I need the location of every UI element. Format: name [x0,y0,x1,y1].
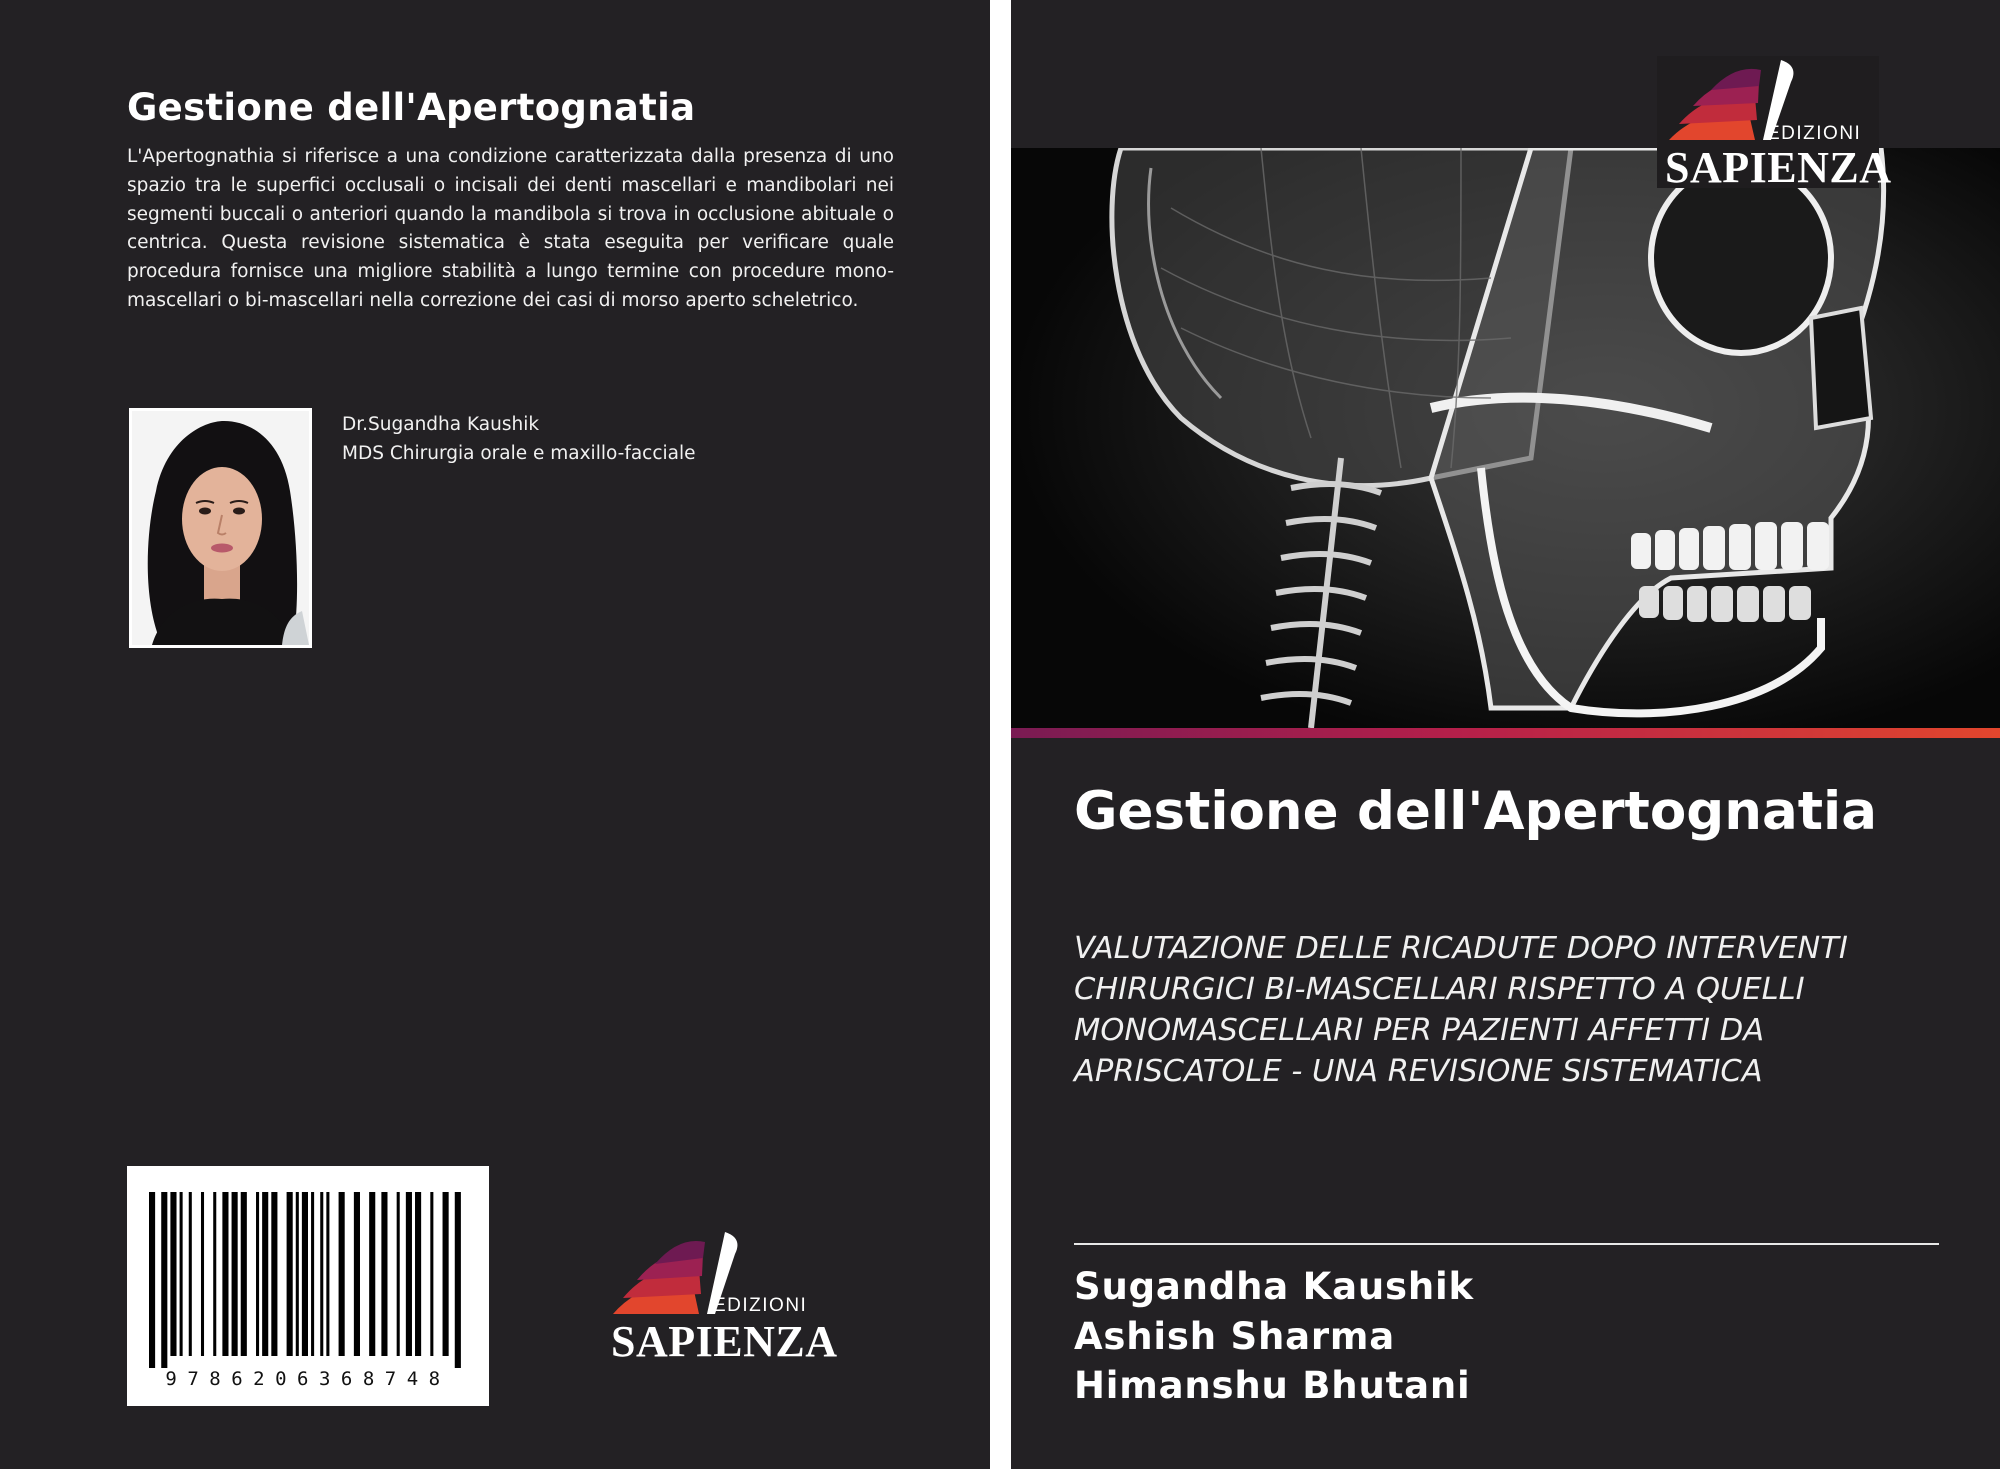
barcode-bar [302,1192,308,1356]
logo-sapienza-text: SAPIENZA [611,1317,838,1366]
barcode-bar [296,1192,299,1356]
barcode-bar [430,1192,433,1356]
barcode-bar [222,1192,228,1356]
barcode-bar [170,1192,176,1356]
barcode-bar [354,1192,360,1356]
barcode-bar [326,1192,329,1356]
barcode-bar [262,1192,268,1356]
front-cover-title: Gestione dell'Apertognatia [1074,781,1877,842]
barcode-bar [381,1192,387,1356]
barcode-bar [271,1192,277,1356]
author-name: Sugandha Kaushik [1074,1265,1474,1308]
barcode-bar [397,1192,400,1356]
barcode-bar [241,1192,247,1356]
author-bio-name: Dr.Sugandha Kaushik [342,414,540,435]
barcode-bar [213,1192,216,1356]
back-cover [0,0,990,1469]
skull-xray-image [1011,148,2000,728]
divider-rule [1074,1243,1939,1245]
author-bio [342,410,696,468]
isbn-barcode [127,1166,489,1406]
barcode-bar [455,1192,461,1368]
barcode-bar [415,1192,421,1356]
barcode-bar [311,1192,314,1356]
author-photo [129,408,312,648]
barcode-bars [149,1192,467,1368]
accent-bar [1011,728,2000,738]
logo-edizioni-text: EDIZIONI [1767,123,1862,144]
barcode-bar [443,1192,449,1356]
front-cover-subtitle: VALUTAZIONE DELLE RICADUTE DOPO INTERVENTI CHIRURGICI BI-MASCELLARI RISPETTO A QUELLI MONOMASCELLARI PER PAZIENTI AFFETTI DA APRISCATOLE - UNA REVISIONE SISTEMATICA [1074,931,1848,1089]
back-cover-blurb: L'Apertognathia si riferisce a una condizione caratterizzata dalla presenza di uno spazio tra le superfici occlusali o incisali dei denti mascellari e mandibolari nei segmenti buccali o anteriori quando la mandibola si trova in occlusione abituale o centrica. Questa revisione sistematica è stata eseguita per verificare quale procedura fornisce una migliore stabilità a lungo termine con procedure mono-mascellari o bi-mascellari nella correzione dei casi di morso aperto scheletrico. [127,146,894,311]
barcode-bar [180,1192,183,1356]
barcode-bar [149,1192,155,1368]
logo-sapienza-text: SAPIENZA [1665,143,1892,192]
barcode-bar [201,1192,204,1356]
logo-edizioni-text: EDIZIONI [713,1295,808,1316]
author-name: Ashish Sharma [1074,1314,1396,1358]
barcode-bar [406,1192,412,1356]
barcode-bar [320,1192,323,1356]
barcode-bar [287,1192,293,1356]
barcode-bar [189,1192,192,1356]
barcode-bar [256,1192,259,1356]
publisher-logo-front [1657,56,1892,192]
author-name: Himanshu Bhutani [1074,1364,1471,1407]
front-cover [1011,0,2000,1469]
back-cover-title: Gestione dell'Apertognatia [127,86,696,129]
barcode-bar [161,1192,167,1368]
author-bio-credentials: MDS Chirurgia orale e maxillo-facciale [342,443,696,464]
barcode-bar [369,1192,375,1356]
author-list [1074,1262,1474,1411]
barcode-bar [232,1192,238,1356]
isbn-number: 9786206368748 [165,1368,451,1390]
publisher-logo-back [603,1224,838,1366]
barcode-bar [339,1192,345,1356]
